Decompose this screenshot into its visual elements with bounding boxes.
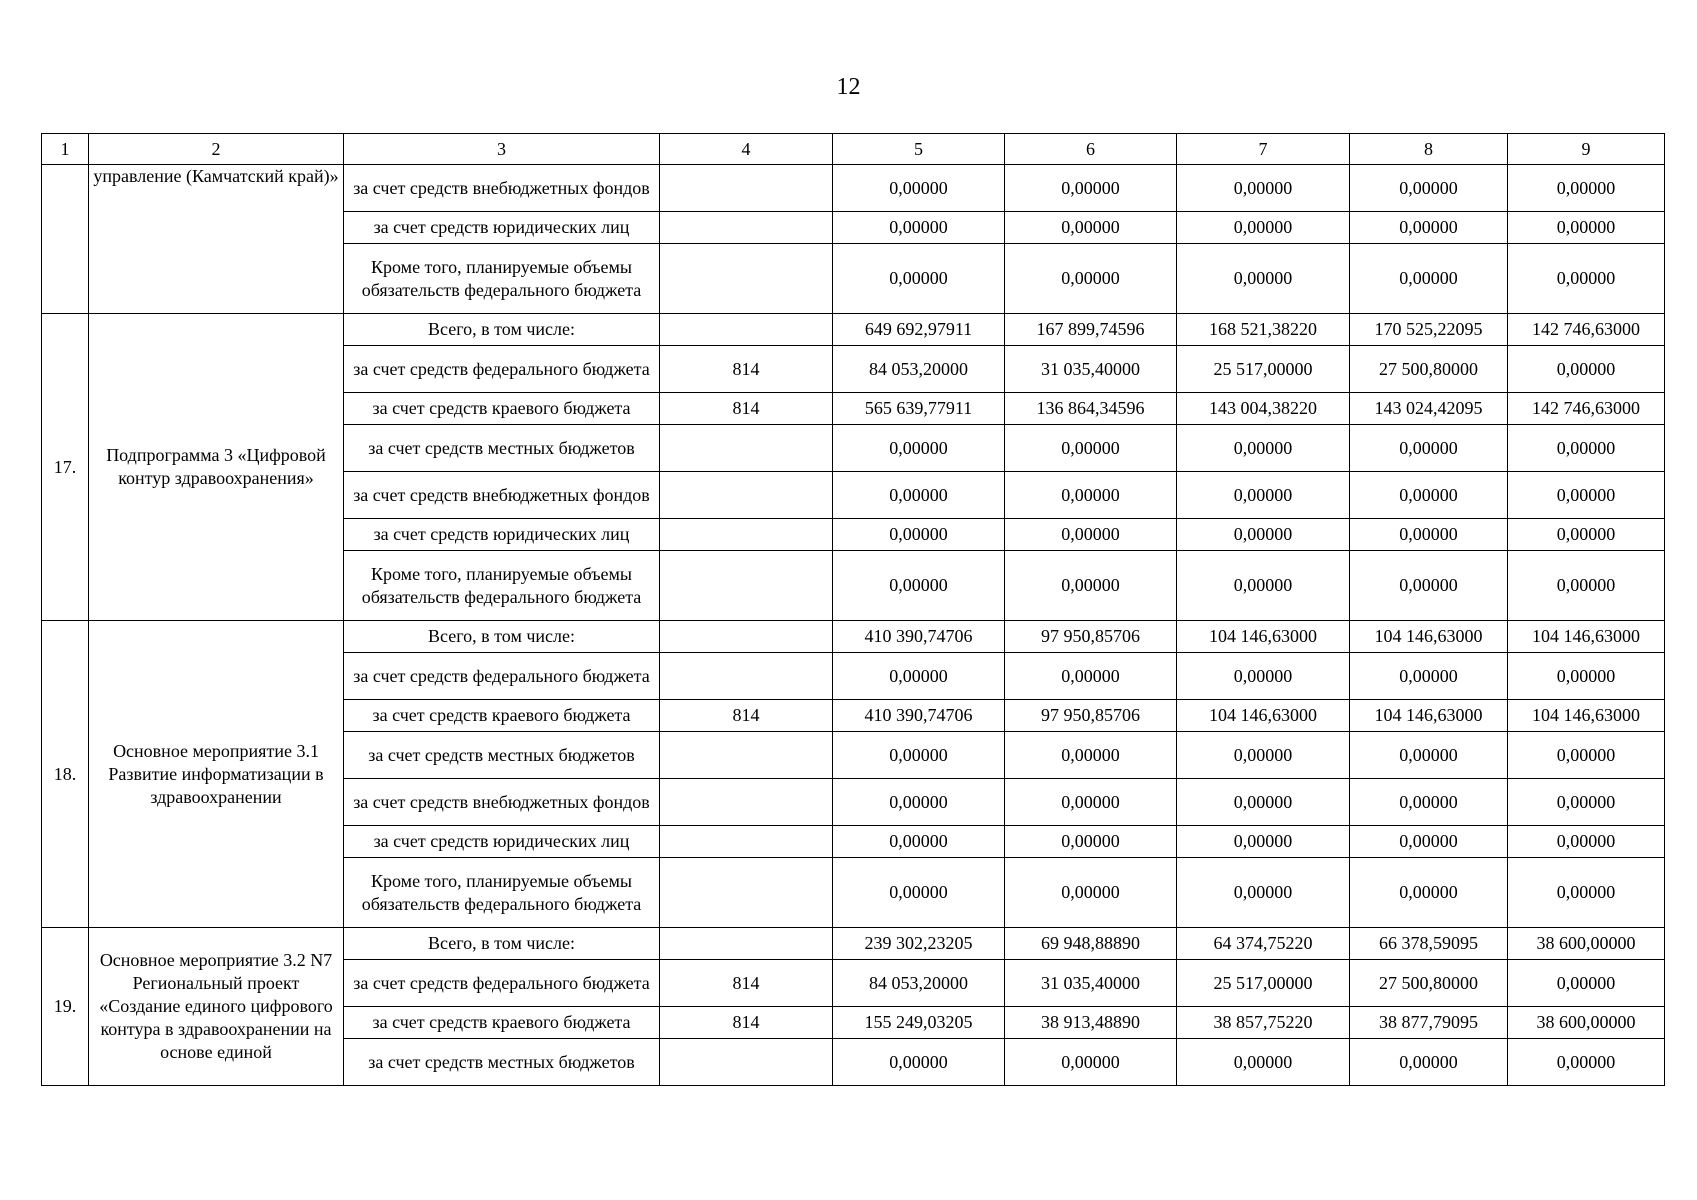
- amount-cell: 0,00000: [1508, 472, 1665, 519]
- amount-cell: 0,00000: [1177, 212, 1350, 244]
- item-name: Основное мероприятие 3.2 N7 Региональный проект «Создание единого цифрового контура в здравоохранении на основе единой: [89, 928, 344, 1086]
- budget-code: 814: [660, 700, 833, 732]
- funding-source: Кроме того, планируемые объемы обязательств федерального бюджета: [344, 244, 660, 314]
- amount-cell: 0,00000: [1350, 1039, 1508, 1086]
- budget-code: [660, 425, 833, 472]
- amount-cell: 0,00000: [1177, 165, 1350, 212]
- budget-code: [660, 858, 833, 928]
- item-number: 19.: [42, 928, 89, 1086]
- amount-cell: 0,00000: [1005, 858, 1177, 928]
- amount-cell: 0,00000: [1005, 212, 1177, 244]
- amount-cell: 0,00000: [1005, 732, 1177, 779]
- amount-cell: 0,00000: [1177, 858, 1350, 928]
- funding-source: за счет средств местных бюджетов: [344, 732, 660, 779]
- amount-cell: 0,00000: [1508, 551, 1665, 621]
- amount-cell: 0,00000: [833, 551, 1005, 621]
- amount-cell: 0,00000: [1508, 1039, 1665, 1086]
- amount-cell: 0,00000: [1177, 551, 1350, 621]
- amount-cell: 0,00000: [833, 858, 1005, 928]
- amount-cell: 0,00000: [833, 472, 1005, 519]
- budget-code: 814: [660, 960, 833, 1007]
- funding-source: Всего, в том числе:: [344, 928, 660, 960]
- amount-cell: 25 517,00000: [1177, 346, 1350, 393]
- amount-cell: 0,00000: [1508, 653, 1665, 700]
- amount-cell: 38 877,79095: [1350, 1007, 1508, 1039]
- amount-cell: 0,00000: [1177, 425, 1350, 472]
- amount-cell: 0,00000: [1508, 826, 1665, 858]
- amount-cell: 27 500,80000: [1350, 346, 1508, 393]
- funding-source: за счет средств юридических лиц: [344, 519, 660, 551]
- amount-cell: 97 950,85706: [1005, 621, 1177, 653]
- amount-cell: 0,00000: [1350, 551, 1508, 621]
- amount-cell: 0,00000: [833, 1039, 1005, 1086]
- amount-cell: 104 146,63000: [1508, 700, 1665, 732]
- amount-cell: 0,00000: [1177, 1039, 1350, 1086]
- amount-cell: 0,00000: [1177, 244, 1350, 314]
- budget-code: [660, 928, 833, 960]
- funding-source: Кроме того, планируемые объемы обязательств федерального бюджета: [344, 551, 660, 621]
- amount-cell: 410 390,74706: [833, 621, 1005, 653]
- amount-cell: 64 374,75220: [1177, 928, 1350, 960]
- amount-cell: 0,00000: [1350, 779, 1508, 826]
- budget-code: [660, 212, 833, 244]
- amount-cell: 155 249,03205: [833, 1007, 1005, 1039]
- amount-cell: 0,00000: [1177, 472, 1350, 519]
- amount-cell: 565 639,77911: [833, 393, 1005, 425]
- amount-cell: 0,00000: [1350, 732, 1508, 779]
- item-name: управление (Камчатский край)»: [89, 165, 344, 314]
- amount-cell: 0,00000: [1005, 551, 1177, 621]
- amount-cell: 27 500,80000: [1350, 960, 1508, 1007]
- funding-source: за счет средств внебюджетных фондов: [344, 779, 660, 826]
- amount-cell: 0,00000: [1350, 826, 1508, 858]
- amount-cell: 0,00000: [833, 732, 1005, 779]
- budget-code: [660, 653, 833, 700]
- amount-cell: 104 146,63000: [1350, 700, 1508, 732]
- amount-cell: 0,00000: [1508, 732, 1665, 779]
- header-cell: 4: [660, 134, 833, 165]
- amount-cell: 104 146,63000: [1350, 621, 1508, 653]
- funding-source: Кроме того, планируемые объемы обязательств федерального бюджета: [344, 858, 660, 928]
- funding-source: за счет средств юридических лиц: [344, 826, 660, 858]
- amount-cell: 0,00000: [1350, 472, 1508, 519]
- item-number: 18.: [42, 621, 89, 928]
- amount-cell: 0,00000: [1350, 425, 1508, 472]
- funding-source: за счет средств внебюджетных фондов: [344, 165, 660, 212]
- amount-cell: 0,00000: [1508, 244, 1665, 314]
- header-cell: 5: [833, 134, 1005, 165]
- amount-cell: 0,00000: [833, 779, 1005, 826]
- table-body: [42, 165, 1665, 1086]
- amount-cell: 0,00000: [833, 653, 1005, 700]
- item-number: 17.: [42, 314, 89, 621]
- item-number: [42, 165, 89, 314]
- amount-cell: 0,00000: [833, 826, 1005, 858]
- amount-cell: 0,00000: [1508, 212, 1665, 244]
- amount-cell: 0,00000: [1350, 244, 1508, 314]
- amount-cell: 143 024,42095: [1350, 393, 1508, 425]
- amount-cell: 410 390,74706: [833, 700, 1005, 732]
- amount-cell: 0,00000: [1005, 165, 1177, 212]
- amount-cell: 38 600,00000: [1508, 1007, 1665, 1039]
- budget-table: [41, 133, 1665, 1086]
- amount-cell: 0,00000: [1177, 519, 1350, 551]
- amount-cell: 0,00000: [1005, 1039, 1177, 1086]
- funding-source: за счет средств краевого бюджета: [344, 1007, 660, 1039]
- amount-cell: 84 053,20000: [833, 960, 1005, 1007]
- item-name: Подпрограмма 3 «Цифровой контур здравоохранения»: [89, 314, 344, 621]
- funding-source: за счет средств федерального бюджета: [344, 346, 660, 393]
- amount-cell: 84 053,20000: [833, 346, 1005, 393]
- amount-cell: 31 035,40000: [1005, 960, 1177, 1007]
- table-row: [42, 621, 1665, 653]
- amount-cell: 0,00000: [1177, 779, 1350, 826]
- amount-cell: 0,00000: [1350, 519, 1508, 551]
- amount-cell: 104 146,63000: [1177, 621, 1350, 653]
- header-cell: 7: [1177, 134, 1350, 165]
- budget-code: [660, 826, 833, 858]
- amount-cell: 31 035,40000: [1005, 346, 1177, 393]
- budget-code: [660, 165, 833, 212]
- budget-code: [660, 551, 833, 621]
- amount-cell: 0,00000: [1005, 472, 1177, 519]
- funding-source: за счет средств местных бюджетов: [344, 425, 660, 472]
- page-number: 12: [836, 74, 861, 100]
- amount-cell: 0,00000: [1005, 826, 1177, 858]
- header-cell: 2: [89, 134, 344, 165]
- funding-source: Всего, в том числе:: [344, 314, 660, 346]
- amount-cell: 649 692,97911: [833, 314, 1005, 346]
- amount-cell: 0,00000: [1350, 653, 1508, 700]
- funding-source: за счет средств краевого бюджета: [344, 700, 660, 732]
- funding-source: за счет средств федерального бюджета: [344, 960, 660, 1007]
- header-cell: 1: [42, 134, 89, 165]
- table-row: [42, 165, 1665, 212]
- budget-code: [660, 472, 833, 519]
- amount-cell: 0,00000: [833, 519, 1005, 551]
- amount-cell: 0,00000: [1508, 425, 1665, 472]
- amount-cell: 0,00000: [1005, 653, 1177, 700]
- amount-cell: 38 600,00000: [1508, 928, 1665, 960]
- amount-cell: 0,00000: [833, 244, 1005, 314]
- funding-source: за счет средств местных бюджетов: [344, 1039, 660, 1086]
- amount-cell: 167 899,74596: [1005, 314, 1177, 346]
- budget-code: [660, 621, 833, 653]
- amount-cell: 143 004,38220: [1177, 393, 1350, 425]
- table-row: [42, 928, 1665, 960]
- budget-code: [660, 779, 833, 826]
- amount-cell: 69 948,88890: [1005, 928, 1177, 960]
- amount-cell: 0,00000: [1508, 779, 1665, 826]
- amount-cell: 25 517,00000: [1177, 960, 1350, 1007]
- amount-cell: 142 746,63000: [1508, 314, 1665, 346]
- budget-code: [660, 732, 833, 779]
- budget-code: [660, 314, 833, 346]
- amount-cell: 0,00000: [1508, 346, 1665, 393]
- amount-cell: 38 857,75220: [1177, 1007, 1350, 1039]
- funding-source: за счет средств федерального бюджета: [344, 653, 660, 700]
- amount-cell: 0,00000: [1177, 826, 1350, 858]
- budget-code: 814: [660, 393, 833, 425]
- amount-cell: 0,00000: [1005, 425, 1177, 472]
- funding-source: за счет средств краевого бюджета: [344, 393, 660, 425]
- header-cell: 9: [1508, 134, 1665, 165]
- amount-cell: 0,00000: [1350, 165, 1508, 212]
- budget-code: [660, 244, 833, 314]
- table-row: [42, 314, 1665, 346]
- amount-cell: 142 746,63000: [1508, 393, 1665, 425]
- funding-source: за счет средств внебюджетных фондов: [344, 472, 660, 519]
- budget-code: 814: [660, 1007, 833, 1039]
- amount-cell: 97 950,85706: [1005, 700, 1177, 732]
- amount-cell: 38 913,48890: [1005, 1007, 1177, 1039]
- amount-cell: 0,00000: [1177, 732, 1350, 779]
- amount-cell: 168 521,38220: [1177, 314, 1350, 346]
- amount-cell: 0,00000: [1508, 519, 1665, 551]
- amount-cell: 0,00000: [1508, 858, 1665, 928]
- header-cell: 8: [1350, 134, 1508, 165]
- amount-cell: 0,00000: [833, 165, 1005, 212]
- amount-cell: 0,00000: [1177, 653, 1350, 700]
- amount-cell: 0,00000: [833, 212, 1005, 244]
- item-name: Основное мероприятие 3.1 Развитие информатизации в здравоохранении: [89, 621, 344, 928]
- amount-cell: 0,00000: [1005, 519, 1177, 551]
- header-cell: 3: [344, 134, 660, 165]
- amount-cell: 136 864,34596: [1005, 393, 1177, 425]
- amount-cell: 104 146,63000: [1508, 621, 1665, 653]
- amount-cell: 104 146,63000: [1177, 700, 1350, 732]
- amount-cell: 0,00000: [1005, 244, 1177, 314]
- header-row: [42, 134, 1665, 165]
- amount-cell: 0,00000: [1508, 960, 1665, 1007]
- header-cell: 6: [1005, 134, 1177, 165]
- funding-source: Всего, в том числе:: [344, 621, 660, 653]
- amount-cell: 170 525,22095: [1350, 314, 1508, 346]
- amount-cell: 0,00000: [833, 425, 1005, 472]
- amount-cell: 0,00000: [1005, 779, 1177, 826]
- amount-cell: 0,00000: [1350, 212, 1508, 244]
- budget-code: [660, 1039, 833, 1086]
- amount-cell: 0,00000: [1350, 858, 1508, 928]
- amount-cell: 66 378,59095: [1350, 928, 1508, 960]
- amount-cell: 239 302,23205: [833, 928, 1005, 960]
- funding-source: за счет средств юридических лиц: [344, 212, 660, 244]
- budget-code: 814: [660, 346, 833, 393]
- amount-cell: 0,00000: [1508, 165, 1665, 212]
- budget-code: [660, 519, 833, 551]
